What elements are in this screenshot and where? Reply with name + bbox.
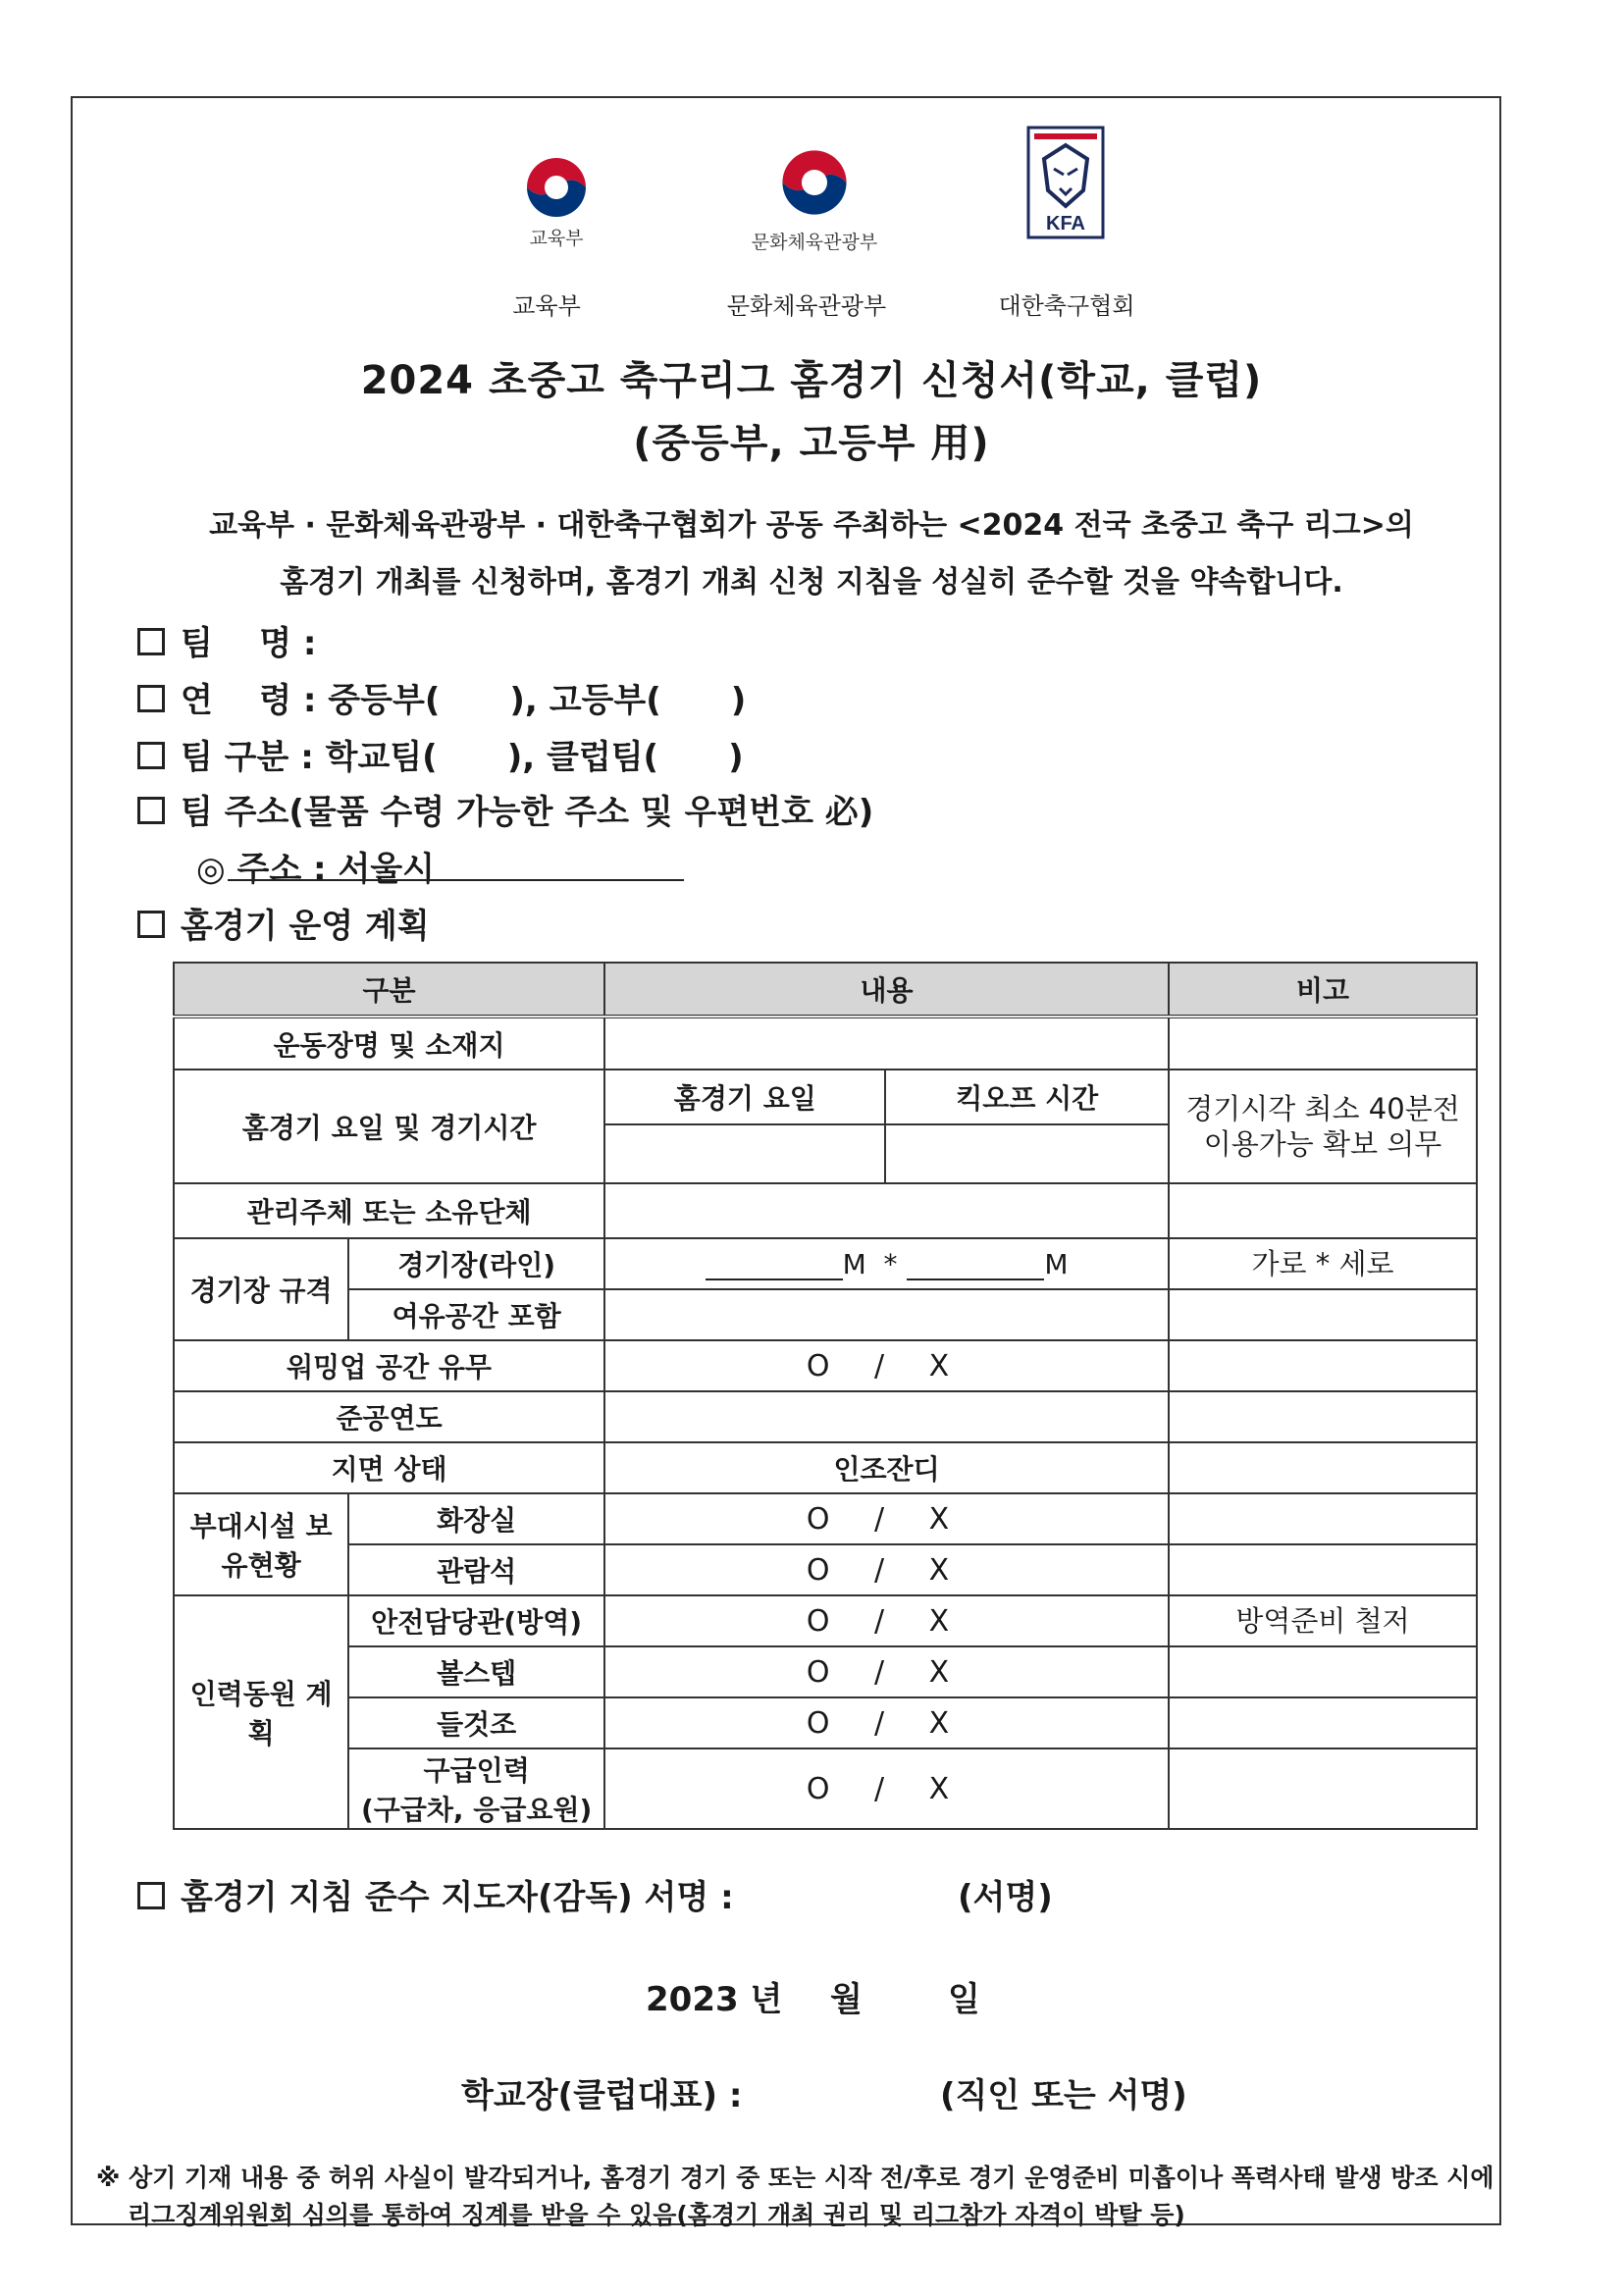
- checkbox-icon: [137, 1882, 165, 1909]
- length-blank: [907, 1255, 1044, 1280]
- team-type-label: 팀 구분 : 학교팀( ), 클럽팀( ): [181, 738, 744, 777]
- row-staff-label: 인력동원 계획: [174, 1595, 348, 1829]
- plan-heading-label: 홈경기 운영 계획: [181, 907, 430, 946]
- address-heading-label: 팀 주소(물품 수령 가능한 주소 및 우편번호 必): [181, 793, 874, 832]
- safety-ox[interactable]: O / X: [604, 1595, 1169, 1646]
- row-facilities-label: 부대시설 보유현황: [174, 1493, 348, 1595]
- row-field-spec-label: 경기장 규격: [174, 1238, 348, 1340]
- length-unit: M: [1044, 1247, 1069, 1280]
- intro-line-2: 홈경기 개최를 신청하며, 홈경기 개최 신청 지침을 성실히 준수할 것을 약속합니다.: [280, 565, 1343, 600]
- medic-ox[interactable]: O / X: [604, 1748, 1169, 1829]
- date-month: 월: [830, 1980, 863, 2019]
- team-name-field[interactable]: [137, 616, 316, 664]
- checkbox-icon: [137, 685, 165, 712]
- checkbox-icon: [137, 911, 165, 938]
- mcst-emblem-icon: [777, 145, 852, 220]
- moe-emblem-icon: [522, 153, 591, 222]
- medic-label-line-2: (구급차, 응급요원): [360, 1794, 593, 1826]
- kickoff-header: 킥오프 시간: [885, 1070, 1169, 1124]
- safety-note: 방역준비 철저: [1169, 1595, 1477, 1646]
- stretcher-note[interactable]: [1169, 1697, 1477, 1748]
- moe-caption: 교육부: [512, 292, 581, 320]
- kickoff-input[interactable]: [885, 1124, 1169, 1183]
- coach-sign-mark: (서명): [958, 1878, 1053, 1917]
- kfa-crest-label: KFA: [1046, 213, 1085, 235]
- stretcher-label: 들것조: [348, 1697, 604, 1748]
- address-field[interactable]: ◎ 주소 : 서울시: [196, 850, 435, 889]
- header-content: 내용: [604, 963, 1169, 1017]
- team-name-label: 팀 명 :: [181, 624, 317, 663]
- toilet-note[interactable]: [1169, 1493, 1477, 1544]
- built-year-input[interactable]: [604, 1391, 1169, 1442]
- row-surface-label: 지면 상태: [174, 1442, 604, 1493]
- team-type-field[interactable]: [137, 730, 744, 778]
- address-underline: [228, 879, 684, 881]
- checkbox-icon: [137, 797, 165, 824]
- medic-label-line-1: 구급인력: [423, 1754, 530, 1787]
- width-unit: M *: [842, 1247, 898, 1280]
- address-heading: [137, 785, 873, 833]
- day-input[interactable]: [604, 1124, 885, 1183]
- ballboy-note[interactable]: [1169, 1646, 1477, 1697]
- stands-note[interactable]: [1169, 1544, 1477, 1595]
- surface-note[interactable]: [1169, 1442, 1477, 1493]
- built-year-note[interactable]: [1169, 1391, 1477, 1442]
- header-category: 구분: [174, 963, 604, 1017]
- row-owner-label: 관리주체 또는 소유단체: [174, 1183, 604, 1238]
- page-subtitle: (중등부, 고등부 用): [633, 421, 990, 466]
- date-day: 일: [948, 1980, 980, 2019]
- row-warmup-label: 워밍업 공간 유무: [174, 1340, 604, 1391]
- principal-signature-label: 학교장(클럽대표) :: [461, 2076, 743, 2115]
- warmup-note[interactable]: [1169, 1340, 1477, 1391]
- age-field[interactable]: [137, 673, 746, 721]
- home-game-plan-table: [173, 962, 1478, 1830]
- kfa-caption: 대한축구협회: [998, 292, 1135, 320]
- footnote-line-2: 리그징계위원회 심의를 통하여 징계를 받을 수 있음(홈경기 개최 권리 및 리그참가 자격이 박탈 등): [128, 2201, 1185, 2229]
- field-size-input[interactable]: [604, 1238, 1169, 1289]
- safety-label: 안전담당관(방역): [348, 1595, 604, 1646]
- footnote-line-1: ※ 상기 기재 내용 중 허위 사실이 발각되거나, 홈경기 경기 중 또는 시작 전/후로 경기 운영준비 미흡이나 폭력사태 발생 방조 시에: [96, 2164, 1494, 2192]
- moe-logo-text: 교육부: [529, 228, 584, 249]
- page-title: 2024 초중고 축구리그 홈경기 신청서(학교, 클럽): [360, 358, 1263, 403]
- date-year: 2023 년: [646, 1980, 783, 2019]
- field-note: 가로 * 세로: [1169, 1238, 1477, 1289]
- medic-label: [348, 1748, 604, 1829]
- stretcher-ox[interactable]: O / X: [604, 1697, 1169, 1748]
- coach-signature-line[interactable]: [137, 1870, 734, 1918]
- coach-signature-label: 홈경기 지침 준수 지도자(감독) 서명 :: [181, 1878, 734, 1917]
- stands-ox[interactable]: O / X: [604, 1544, 1169, 1595]
- schedule-note: 경기시각 최소 40분전 이용가능 확보 의무: [1169, 1070, 1477, 1183]
- row-schedule-label: 홈경기 요일 및 경기시간: [174, 1070, 604, 1183]
- kfa-crest-icon: [1026, 126, 1105, 239]
- day-header: 홈경기 요일: [604, 1070, 885, 1124]
- toilet-label: 화장실: [348, 1493, 604, 1544]
- intro-line-1: 교육부 · 문화체육관광부 · 대한축구협회가 공동 주최하는 <2024 전국 초중고 축구 리그>의: [209, 508, 1414, 543]
- ballboy-label: 볼스텝: [348, 1646, 604, 1697]
- row-venue-label: 운동장명 및 소재지: [174, 1017, 604, 1070]
- ballboy-ox[interactable]: O / X: [604, 1646, 1169, 1697]
- toilet-ox[interactable]: O / X: [604, 1493, 1169, 1544]
- field-margin-note[interactable]: [1169, 1289, 1477, 1340]
- checkbox-icon: [137, 742, 165, 769]
- principal-sign-mark: (직인 또는 서명): [940, 2076, 1187, 2115]
- stands-label: 관람석: [348, 1544, 604, 1595]
- owner-note[interactable]: [1169, 1183, 1477, 1238]
- surface-value: 인조잔디: [604, 1442, 1169, 1493]
- venue-note[interactable]: [1169, 1017, 1477, 1070]
- owner-input[interactable]: [604, 1183, 1169, 1238]
- field-margin-label: 여유공간 포함: [348, 1289, 604, 1340]
- warmup-ox[interactable]: O / X: [604, 1340, 1169, 1391]
- row-built-year-label: 준공연도: [174, 1391, 604, 1442]
- field-margin-input[interactable]: [604, 1289, 1169, 1340]
- plan-heading: [137, 899, 430, 947]
- width-blank: [706, 1255, 843, 1280]
- header-note: 비고: [1169, 963, 1477, 1017]
- checkbox-icon: [137, 628, 165, 655]
- mcst-caption: 문화체육관광부: [726, 292, 887, 320]
- venue-input[interactable]: [604, 1017, 1169, 1070]
- age-label: 연 령 : 중등부( ), 고등부( ): [181, 681, 747, 720]
- mcst-logo-text: 문화체육관광부: [751, 232, 878, 253]
- field-line-label: 경기장(라인): [348, 1238, 604, 1289]
- medic-note[interactable]: [1169, 1748, 1477, 1829]
